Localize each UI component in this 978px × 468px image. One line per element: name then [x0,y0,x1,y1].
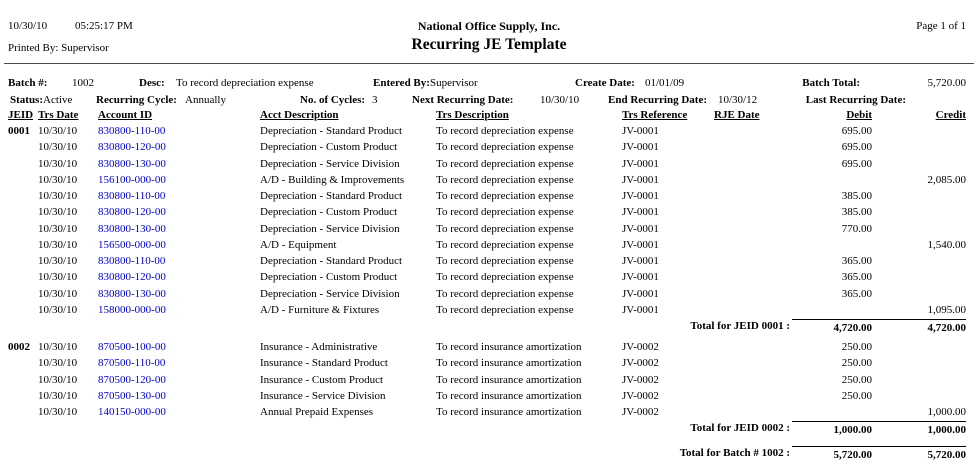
trs-description-cell: To record insurance amortization [436,357,582,370]
rje-date-cell [714,157,792,173]
debit-cell: 695.00 [841,157,872,170]
table-row [8,287,966,303]
trs-reference-cell: JV-0001 [622,255,659,267]
trs-date-cell: 10/30/10 [38,341,78,353]
jeid-cell: 0002 [8,341,30,353]
col-header-acct-description: Acct Description [260,109,339,121]
jeid-cell [8,254,38,270]
trs-date-cell: 10/30/10 [38,271,78,284]
trs-reference-cell: JV-0002 [622,357,659,370]
jeid-cell: 0001 [8,125,30,137]
trs-date-cell: 10/30/10 [38,157,78,170]
table-row [8,189,966,205]
trs-description-cell: To record insurance amortization [436,406,582,418]
trs-reference-cell: JV-0001 [622,173,659,186]
last-recurring-date-label: Last Recurring Date: [805,94,906,106]
acct-description-cell: Depreciation - Standard Product [260,255,403,267]
trs-reference-cell: JV-0002 [622,389,659,402]
credit-cell [872,356,966,372]
batch-total-row [8,446,966,463]
rje-date-cell [714,222,792,238]
col-header-account-id: Account ID [98,109,153,121]
jeid-cell [8,303,38,319]
jeid-total-label: Total for JEID 0002 : [690,422,790,435]
col-header-jeid: JEID [8,109,34,121]
end-recurring-date-label: End Recurring Date: [608,94,707,106]
acct-description-cell: A/D - Building & Improvements [260,173,405,186]
jeid-cell [8,356,38,372]
debit-cell: 250.00 [841,341,872,353]
trs-description-cell: To record depreciation expense [436,173,574,186]
jeid-cell [8,238,38,254]
jeid-cell [8,405,38,421]
debit-cell: 770.00 [841,222,872,235]
batch-number-label: Batch #: [8,77,48,89]
recurring-cycle-value: Annually [185,94,226,106]
jeid-cell [8,389,38,405]
rje-date-cell [714,389,792,405]
acct-description-cell: Annual Prepaid Expenses [260,406,374,418]
acct-description-cell: Insurance - Service Division [260,389,386,402]
table-row [8,405,966,421]
debit-cell: 250.00 [841,373,872,386]
account-id-link[interactable]: 830800-120-00 [98,141,166,154]
recurring-cycle-label: Recurring Cycle: [96,94,177,106]
trs-description-cell: To record depreciation expense [436,125,574,137]
col-header-trs-reference: Trs Reference [622,109,688,121]
trs-description-cell: To record depreciation expense [436,157,574,170]
batch-total-value: 5,720.00 [927,77,966,89]
acct-description-cell: Depreciation - Standard Product [260,190,403,202]
acct-description-cell: Insurance - Custom Product [260,373,384,386]
trs-date-cell: 10/30/10 [38,389,78,402]
table-row [8,389,966,405]
batch-total-credit: 5,720.00 [872,446,966,463]
debit-cell: 365.00 [841,271,872,284]
acct-description-cell: Insurance - Standard Product [260,357,388,370]
credit-cell [872,373,966,389]
trs-description-cell: To record depreciation expense [436,255,574,267]
trs-date-cell: 10/30/10 [38,190,78,202]
trs-description-cell: To record depreciation expense [436,222,574,235]
debit-cell: 365.00 [841,287,872,300]
jeid-total-row [8,421,966,438]
debit-cell: 385.00 [841,190,872,202]
jeid-cell [8,205,38,221]
table-row [8,157,966,173]
jeid-total-row [8,319,966,336]
batch-info [0,64,978,108]
next-recurring-date-value: 10/30/10 [540,94,580,106]
table-body [0,124,978,463]
account-id-link[interactable]: 158000-000-00 [98,303,166,316]
table-row [8,140,966,156]
trs-description-cell: To record depreciation expense [436,238,574,251]
trs-description-cell: To record insurance amortization [436,389,582,402]
table-row [8,356,966,372]
rje-date-cell [714,405,792,421]
printed-by: Printed By: Supervisor [8,42,109,54]
status-label: Status: [10,94,44,106]
debit-cell: 695.00 [841,125,872,137]
trs-reference-cell: JV-0002 [622,341,659,353]
rje-date-cell [714,270,792,286]
col-header-debit: Debit [846,109,872,121]
table-row [8,303,966,319]
desc-label: Desc: [139,77,165,89]
debit-cell: 695.00 [841,141,872,154]
debit-cell: 250.00 [841,389,872,402]
acct-description-cell: Depreciation - Custom Product [260,141,398,154]
account-id-link[interactable]: 156500-000-00 [98,238,166,251]
trs-date-cell: 10/30/10 [38,173,78,186]
credit-cell [872,389,966,405]
report-title: Recurring JE Template [411,36,567,53]
jeid-cell [8,270,38,286]
create-date-label: Create Date: [575,77,635,89]
entered-by-value: Supervisor [430,77,478,89]
trs-description-cell: To record insurance amortization [436,341,582,353]
batch-total-debit: 5,720.00 [792,446,872,463]
rje-date-cell [714,238,792,254]
account-id-link[interactable]: 870500-100-00 [98,341,166,353]
trs-description-cell: To record insurance amortization [436,373,582,386]
batch-total-row-label: Total for Batch # 1002 : [679,447,790,460]
table-row [8,222,966,238]
acct-description-cell: Depreciation - Service Division [260,157,400,170]
trs-reference-cell: JV-0001 [622,238,659,251]
create-date-value: 01/01/09 [645,77,685,89]
acct-description-cell: Insurance - Administrative [260,341,378,353]
trs-date-cell: 10/30/10 [38,255,78,267]
acct-description-cell: Depreciation - Custom Product [260,271,398,284]
debit-cell [792,405,872,421]
batch-number-value: 1002 [72,77,94,89]
trs-reference-cell: JV-0001 [622,287,659,300]
col-header-rje-date: RJE Date [714,109,760,121]
account-id-link[interactable]: 156100-000-00 [98,173,166,186]
col-header-trs-description: Trs Description [436,109,509,121]
debit-cell: 250.00 [841,357,872,370]
credit-cell [872,287,966,303]
credit-cell [872,157,966,173]
print-date: 10/30/10 [8,20,48,32]
no-of-cycles-value: 3 [372,94,378,106]
trs-reference-cell: JV-0001 [622,125,659,137]
rje-date-cell [714,373,792,389]
account-id-link[interactable]: 830800-110-00 [98,125,166,137]
acct-description-cell: Depreciation - Service Division [260,287,400,300]
table-row [8,340,966,356]
jeid-total-debit: 1,000.00 [792,421,872,438]
table-row [8,270,966,286]
table-row [8,205,966,221]
rje-date-cell [714,254,792,270]
trs-description-cell: To record depreciation expense [436,271,574,284]
trs-date-cell: 10/30/10 [38,238,78,251]
trs-date-cell: 10/30/10 [38,222,78,235]
table-row [8,124,966,140]
rje-date-cell [714,205,792,221]
rje-date-cell [714,303,792,319]
next-recurring-date-label: Next Recurring Date: [412,94,514,106]
credit-cell: 1,095.00 [927,303,966,316]
page-header [0,0,978,63]
jeid-cell [8,287,38,303]
credit-cell [872,140,966,156]
desc-value: To record depreciation expense [176,77,314,89]
col-header-trs-date: Trs Date [38,109,79,121]
trs-reference-cell: JV-0001 [622,157,659,170]
account-id-link[interactable]: 830800-110-00 [98,190,166,202]
trs-date-cell: 10/30/10 [38,373,78,386]
credit-cell [872,222,966,238]
jeid-cell [8,140,38,156]
batch-total-label: Batch Total: [802,77,860,89]
entered-by-label: Entered By: [373,77,430,89]
account-id-link[interactable]: 870500-130-00 [98,389,166,402]
table-column-headers [8,108,966,124]
trs-description-cell: To record depreciation expense [436,303,574,316]
table-row [8,254,966,270]
credit-cell [872,124,966,140]
print-time: 05:25:17 PM [75,20,133,32]
jeid-cell [8,373,38,389]
rje-date-cell [714,356,792,372]
credit-cell [872,205,966,221]
rje-date-cell [714,189,792,205]
credit-cell: 2,085.00 [927,173,966,186]
account-id-link[interactable]: 830800-130-00 [98,222,166,235]
no-of-cycles-label: No. of Cycles: [300,94,366,106]
account-id-link[interactable]: 830800-110-00 [98,255,166,267]
account-id-link[interactable]: 830800-120-00 [98,271,166,284]
trs-description-cell: To record depreciation expense [436,206,574,219]
credit-cell [872,254,966,270]
trs-reference-cell: JV-0001 [622,190,659,202]
jeid-cell [8,173,38,189]
account-id-link[interactable]: 830800-130-00 [98,287,166,300]
rje-date-cell [714,173,792,189]
acct-description-cell: Depreciation - Service Division [260,222,400,235]
table-row [8,238,966,254]
trs-reference-cell: JV-0001 [622,206,659,219]
rje-date-cell [714,340,792,356]
credit-cell: 1,540.00 [927,238,966,251]
jeid-total-label: Total for JEID 0001 : [690,320,790,332]
rje-date-cell [714,124,792,140]
jeid-total-credit: 4,720.00 [872,319,966,336]
acct-description-cell: A/D - Equipment [260,238,337,251]
credit-cell [872,189,966,205]
account-id-link[interactable]: 830800-120-00 [98,206,166,219]
trs-date-cell: 10/30/10 [38,141,78,154]
trs-reference-cell: JV-0001 [622,222,659,235]
debit-cell [792,303,872,319]
company-name: National Office Supply, Inc. [417,19,561,33]
trs-date-cell: 10/30/10 [38,287,78,300]
trs-description-cell: To record depreciation expense [436,190,574,202]
col-header-credit: Credit [935,109,966,121]
rje-date-cell [714,287,792,303]
credit-cell [872,270,966,286]
table-row [8,373,966,389]
credit-cell [872,340,966,356]
jeid-total-debit: 4,720.00 [792,319,872,336]
trs-reference-cell: JV-0001 [622,141,659,154]
debit-cell: 385.00 [841,206,872,219]
trs-reference-cell: JV-0002 [622,406,659,418]
trs-description-cell: To record depreciation expense [436,287,574,300]
rje-date-cell [714,140,792,156]
account-id-link[interactable]: 830800-130-00 [98,157,166,170]
debit-cell [792,173,872,189]
trs-date-cell: 10/30/10 [38,125,78,137]
acct-description-cell: Depreciation - Custom Product [260,206,398,219]
end-recurring-date-value: 10/30/12 [718,94,758,106]
jeid-cell [8,189,38,205]
trs-reference-cell: JV-0001 [622,303,659,316]
debit-cell: 365.00 [841,255,872,267]
credit-cell: 1,000.00 [927,406,966,418]
acct-description-cell: A/D - Furniture & Fixtures [260,303,380,316]
page-number: Page 1 of 1 [916,20,966,32]
trs-date-cell: 10/30/10 [38,406,78,418]
acct-description-cell: Depreciation - Standard Product [260,125,403,137]
jeid-total-credit: 1,000.00 [872,421,966,438]
account-id-link[interactable]: 140150-000-00 [98,406,166,418]
debit-cell [792,238,872,254]
table-row [8,173,966,189]
trs-date-cell: 10/30/10 [38,303,78,316]
status-value: Active [43,94,73,106]
trs-description-cell: To record depreciation expense [436,141,574,154]
trs-reference-cell: JV-0002 [622,373,659,386]
jeid-cell [8,222,38,238]
jeid-cell [8,157,38,173]
trs-reference-cell: JV-0001 [622,271,659,284]
trs-date-cell: 10/30/10 [38,206,78,219]
trs-date-cell: 10/30/10 [38,357,78,370]
account-id-link[interactable]: 870500-120-00 [98,373,166,386]
account-id-link[interactable]: 870500-110-00 [98,357,166,370]
